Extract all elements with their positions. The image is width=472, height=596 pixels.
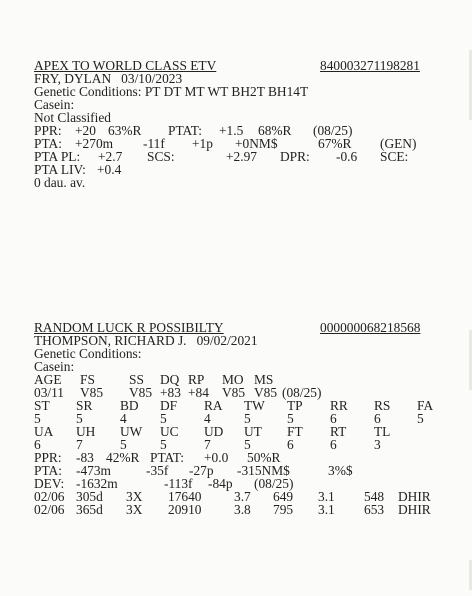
genetic-conditions: Genetic Conditions: [34, 346, 142, 361]
cell: FT [287, 424, 303, 439]
cell: PTA LIV: [34, 162, 86, 177]
cell: SR [76, 398, 93, 413]
cell: -0.6 [336, 149, 358, 164]
cell: 02/06 [34, 489, 65, 504]
cell: -84p [208, 476, 233, 491]
cell: 365d [76, 502, 103, 517]
cell: SCS: [147, 149, 175, 164]
cell: +1.5 [219, 123, 244, 138]
cell: 42%R [106, 450, 140, 465]
registration-number: 000000068218568 [320, 320, 421, 335]
cell: 3 [374, 437, 381, 452]
cell: 5 [160, 437, 167, 452]
cell: (08/25) [282, 385, 322, 400]
cell: 795 [273, 502, 294, 517]
cell: 3X [126, 502, 143, 517]
cell: MS [254, 372, 274, 387]
cell: -35f [146, 463, 169, 478]
cell: (GEN) [380, 136, 417, 151]
cell: +0.4 [97, 162, 122, 177]
cell: 3X [126, 489, 143, 504]
cell: +2.7 [98, 149, 123, 164]
cell: DPR: [280, 149, 310, 164]
cell: +270m [75, 136, 114, 151]
cell: RS [374, 398, 391, 413]
cell: +0NM$ [235, 136, 278, 151]
cell: -113f [164, 476, 193, 491]
cell: MO [222, 372, 244, 387]
cell: 3.7 [234, 489, 251, 504]
cell: V85 [254, 385, 278, 400]
cell: 03/11 [34, 385, 65, 400]
cell: 5 [120, 437, 127, 452]
casein-label: Casein: [34, 97, 75, 112]
genetic-conditions: Genetic Conditions: PT DT MT WT BH2T BH14T [34, 84, 309, 99]
cell: PTAT: [168, 123, 202, 138]
cell: -11f [143, 136, 165, 151]
cell: 5 [244, 437, 251, 452]
cell: FA [417, 398, 434, 413]
cell: +83 [160, 385, 181, 400]
cell: BD [120, 398, 139, 413]
cell: 5 [417, 411, 424, 426]
cell: RA [204, 398, 223, 413]
cell: 3.1 [318, 502, 335, 517]
cell: UW [120, 424, 143, 439]
cell: 20910 [168, 502, 202, 517]
cell: UC [160, 424, 179, 439]
cell: 5 [160, 411, 167, 426]
cell: RP [188, 372, 205, 387]
cell: DF [160, 398, 178, 413]
cell: (08/25) [254, 476, 294, 491]
cell: (08/25) [313, 123, 353, 138]
cell: +2.97 [226, 149, 257, 164]
record-title: APEX TO WORLD CLASS ETV [34, 58, 217, 73]
cell: +84 [188, 385, 209, 400]
cell: 6 [330, 411, 337, 426]
cell: 4 [120, 411, 127, 426]
cell: 548 [364, 489, 385, 504]
cell: 6 [34, 437, 41, 452]
cell: 6 [374, 411, 381, 426]
cell: -473m [76, 463, 111, 478]
cell: V85 [222, 385, 246, 400]
cell: 68%R [258, 123, 292, 138]
cell: 5 [76, 411, 83, 426]
cell: RT [330, 424, 347, 439]
cell: DEV: [34, 476, 65, 491]
cell: 649 [273, 489, 294, 504]
cell: PPR: [34, 450, 62, 465]
cell: 653 [364, 502, 385, 517]
cell: DQ [160, 372, 180, 387]
cell: 5 [287, 411, 294, 426]
cell: UA [34, 424, 54, 439]
cell: PPR: [34, 123, 62, 138]
cell: 17640 [168, 489, 202, 504]
cell: ST [34, 398, 50, 413]
casein-label: Casein: [34, 359, 75, 374]
cell: PTA PL: [34, 149, 81, 164]
cell: UT [244, 424, 262, 439]
cell: RR [330, 398, 348, 413]
cell: 3%$ [328, 463, 353, 478]
cell: V85 [80, 385, 104, 400]
cell: DHIR [398, 502, 431, 517]
cell: 02/06 [34, 502, 65, 517]
cell: PTAT: [150, 450, 184, 465]
cell: PTA: [34, 136, 62, 151]
cell: DHIR [398, 489, 431, 504]
cell: 50%R [247, 450, 281, 465]
cell: SCE: [380, 149, 409, 164]
cell: -1632m [76, 476, 118, 491]
cell: +1p [192, 136, 213, 151]
record-title: RANDOM LUCK R POSSIBILTY [34, 320, 224, 335]
cell: 63%R [108, 123, 142, 138]
owner-date: THOMPSON, RICHARD J. 09/02/2021 [34, 333, 258, 348]
cell: AGE [34, 372, 62, 387]
owner-date: FRY, DYLAN 03/10/2023 [34, 71, 183, 86]
cell: UH [76, 424, 96, 439]
cell: PTA: [34, 463, 62, 478]
cell: 3.8 [234, 502, 251, 517]
cell: -315NM$ [237, 463, 290, 478]
cell: +0.0 [204, 450, 229, 465]
cell: TW [244, 398, 265, 413]
cell: 5 [244, 411, 251, 426]
cell: 67%R [318, 136, 352, 151]
cell: 6 [287, 437, 294, 452]
cell: SS [129, 372, 144, 387]
casein-value: Not Classified [34, 110, 111, 125]
cell: 5 [34, 411, 41, 426]
cell: 4 [204, 411, 211, 426]
cell: TL [374, 424, 391, 439]
cell: -27p [189, 463, 214, 478]
cell: 7 [76, 437, 83, 452]
cell: 305d [76, 489, 103, 504]
cell: -83 [76, 450, 94, 465]
cell: FS [80, 372, 95, 387]
cell: V85 [129, 385, 153, 400]
daughters-average: 0 dau. av. [34, 175, 86, 190]
cell: 3.1 [318, 489, 335, 504]
registration-number: 840003271198281 [320, 58, 420, 73]
cell: 6 [330, 437, 337, 452]
cell: +20 [75, 123, 96, 138]
cell: UD [204, 424, 224, 439]
cell: 7 [204, 437, 211, 452]
cell: TP [287, 398, 303, 413]
